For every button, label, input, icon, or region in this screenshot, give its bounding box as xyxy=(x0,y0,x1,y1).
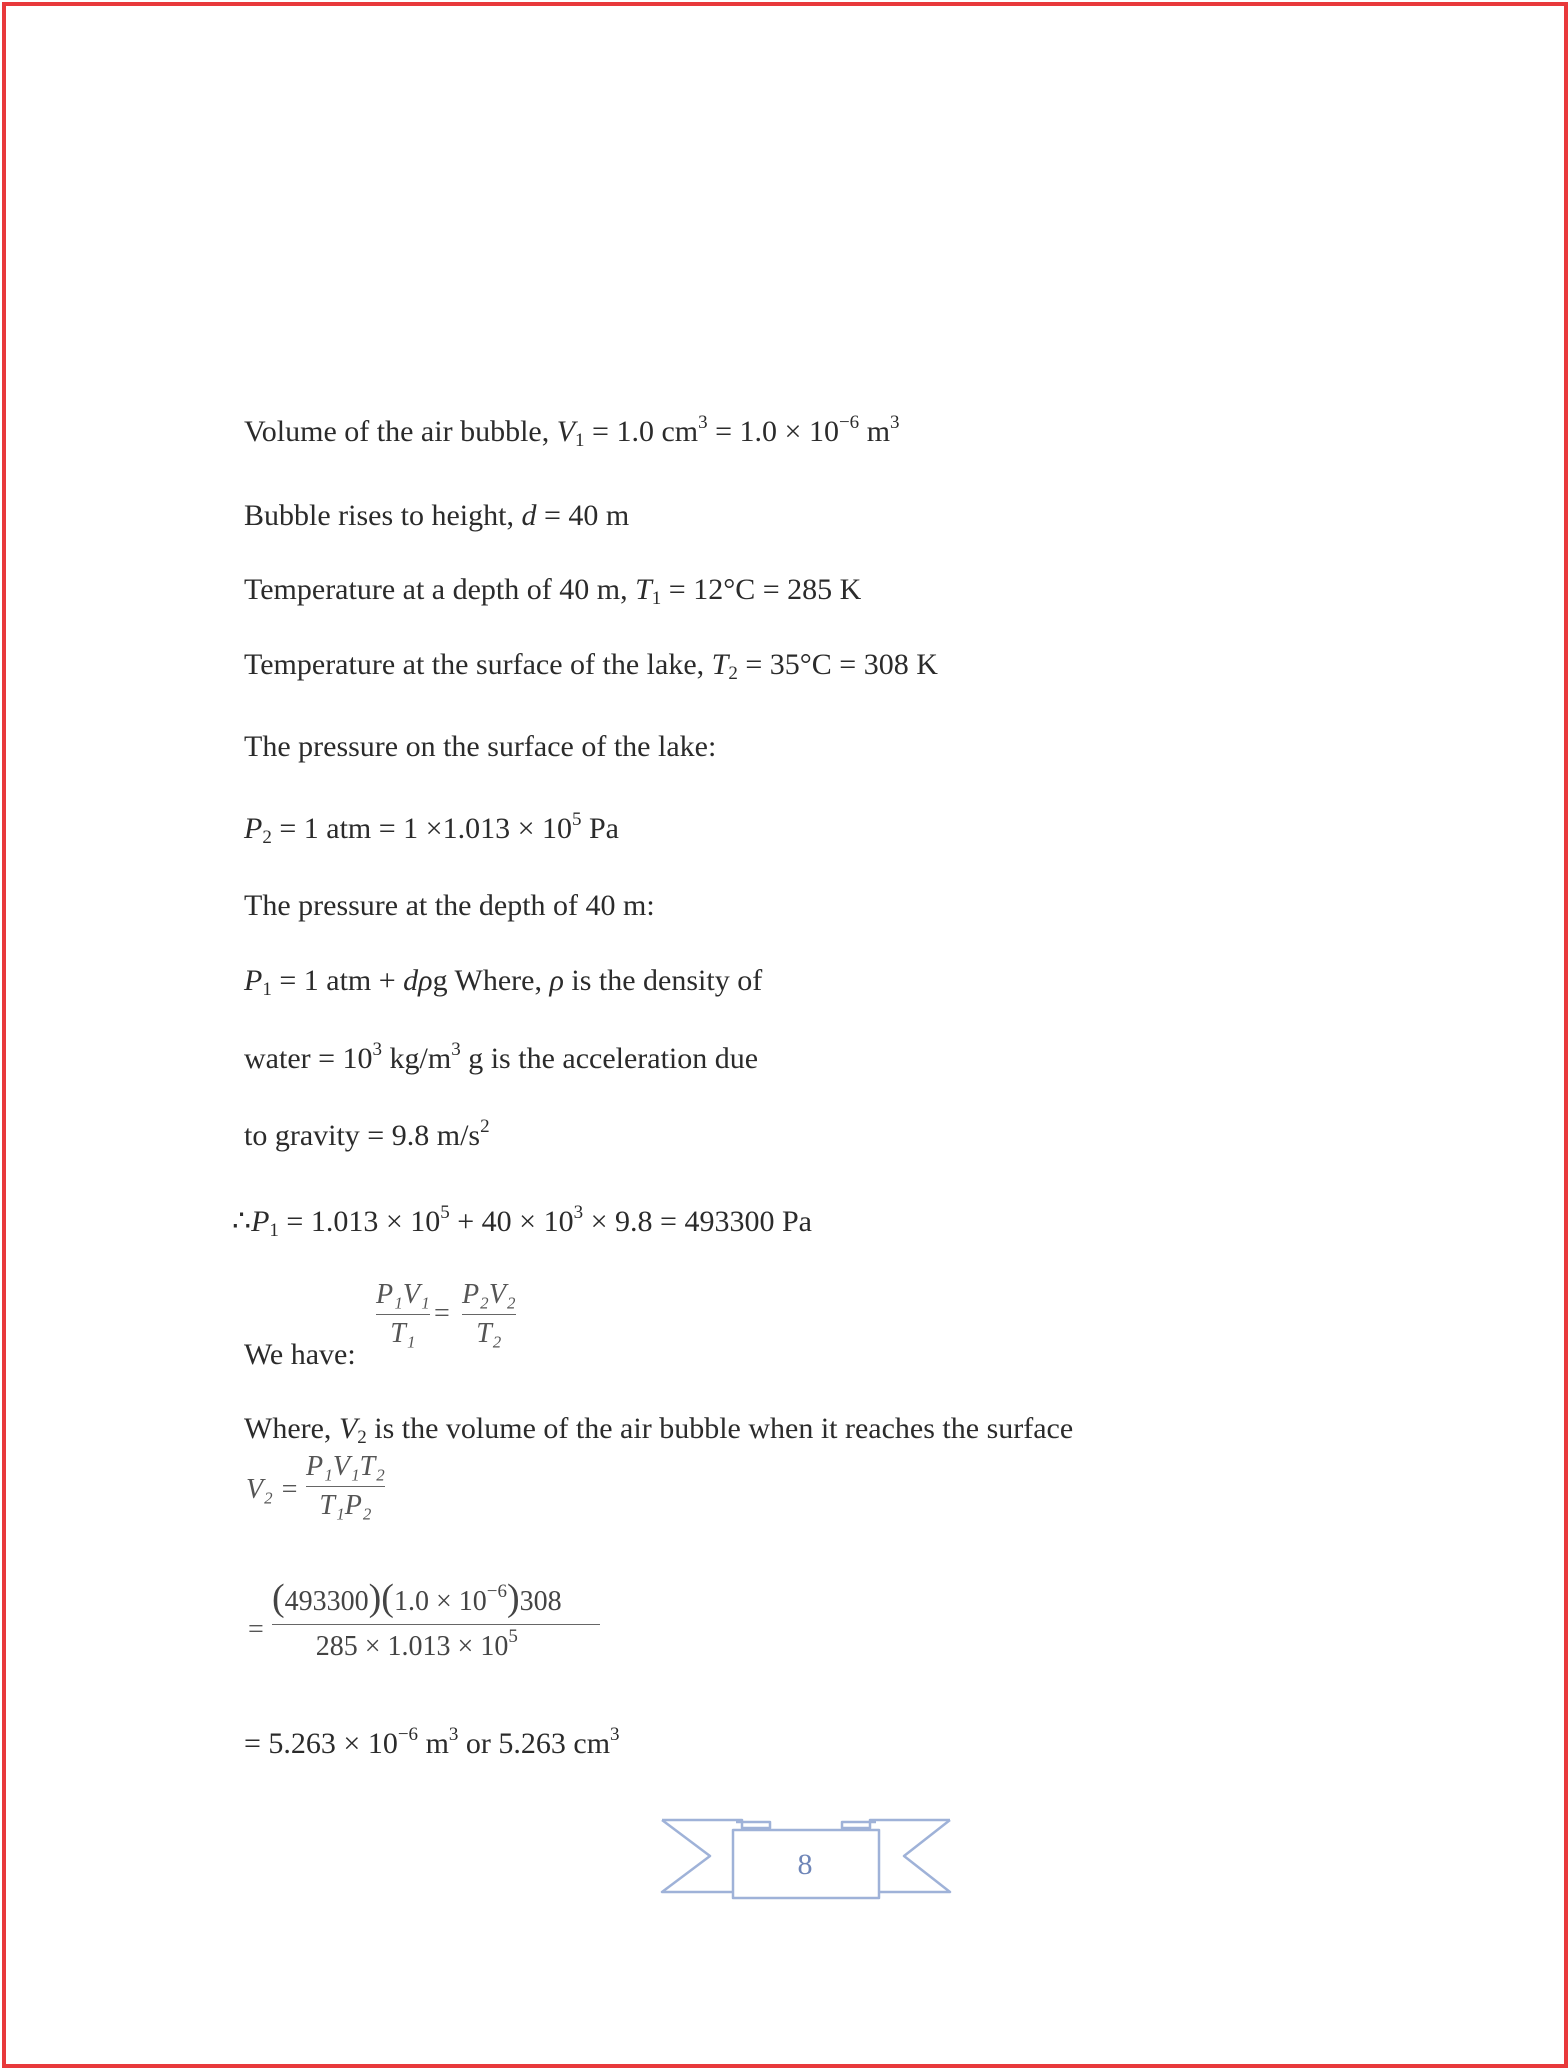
gas-law-rhs: P₂V₂ T₂ xyxy=(462,1279,516,1349)
v2-formula-lhs: V₂ = xyxy=(246,1474,299,1505)
line-p2: $P_2 = 1$ atm = $1 \times 1.013 \times 10^5$ Pa xyxy=(244,809,619,848)
line-p1-result: $\therefore P_1 = 1.013 \times 10^5 + 40 \times 10^3 \times 9.8 = 493300$ Pa xyxy=(232,1202,812,1241)
line-pressure-depth-heading: The pressure at the depth of 40 m: xyxy=(244,889,655,922)
line-p1-definition: $P_1 = 1$ atm + dρg Where, ρ is the density of xyxy=(244,964,763,1000)
line-temp-depth: Temperature at a depth of 40 m, $T_1 = 12^\circ C = 285$ K xyxy=(244,573,862,609)
line-volume: Volume of the air bubble, $V_1 = 1.0$ $cm^3 = 1.0 \times 10^{-6}$ $m^3$ xyxy=(244,412,900,451)
line-gravity: to gravity = 9.8 $m/s^2$ xyxy=(244,1116,490,1152)
v2-numeric-fraction xyxy=(272,1577,562,1665)
line-we-have: We have: xyxy=(244,1338,356,1371)
line-pressure-surface-heading: The pressure on the surface of the lake: xyxy=(244,730,717,763)
v2-numeric-denominator: $285 \times 1.013 \times 10^5$ xyxy=(315,1626,518,1662)
gas-law-equals: = xyxy=(434,1298,450,1329)
page-number: 8 xyxy=(797,1848,813,1881)
line-v2-definition: Where, $V_2$ is the volume of the air bubble when it reaches the surface xyxy=(244,1412,1074,1448)
v2-numeric-numerator: $(493300)(1.0 \times 10^{-6})308$ xyxy=(272,1577,562,1619)
v2-numeric-equals: = xyxy=(248,1614,264,1645)
line-height: Bubble rises to height, d = 40 m xyxy=(244,499,630,532)
gas-law-lhs: P₁V₁ T₁ xyxy=(376,1279,430,1349)
line-temp-surface: Temperature at the surface of the lake, $T_2 = 35^\circ C = 308$ K xyxy=(244,648,938,684)
v2-formula-fraction: P₁V₁T₂ T₁P₂ xyxy=(306,1451,385,1521)
page-frame xyxy=(2,2,1568,2068)
line-v2-result: = $5.263 \times 10^{-6}$ $m^3$ or 5.263 $cm^3$ xyxy=(244,1724,620,1760)
line-water-density: water = $10^3$ $kg/m^3$ g is the acceleration due xyxy=(244,1039,759,1075)
